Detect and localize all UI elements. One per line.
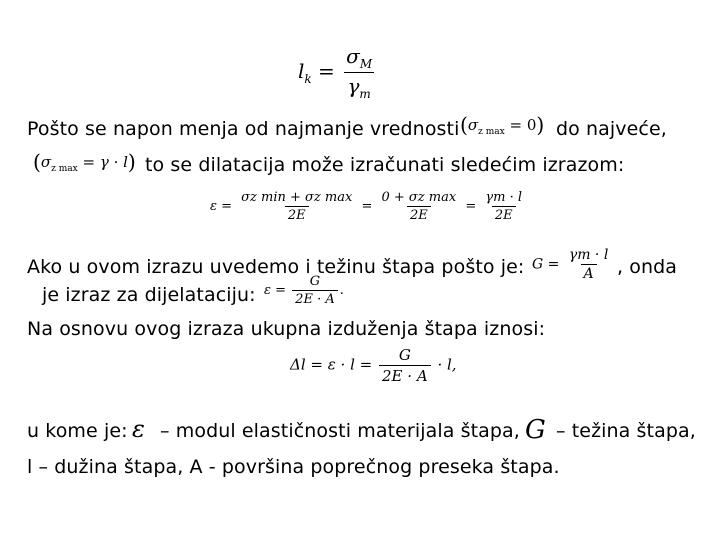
- formula-g-eq: =: [547, 256, 560, 273]
- formula-g-den: A: [581, 264, 597, 282]
- formula-eps-eq3: =: [465, 199, 477, 214]
- formula-eps-eq1: =: [221, 199, 233, 214]
- formula-eps-eq2: =: [361, 199, 373, 214]
- formula-sigma-max: $(\sigma_{z max} = \gamma \cdot l)$: [33, 150, 136, 174]
- formula-sigma-max-sub: z max: [51, 164, 78, 174]
- formula-g: [532, 247, 613, 282]
- formula-eps-frac3-num: γm · l: [485, 190, 523, 205]
- formula-sigma-min-rest: = 0: [509, 116, 537, 134]
- para4-a: u kome je:: [27, 420, 128, 442]
- formula-sigma-max-symbol: σ: [40, 153, 52, 171]
- para2-line2: je izraz za dijelataciju:: [42, 284, 256, 306]
- formula-lk-den: γ: [347, 74, 360, 98]
- formula-dl-num: G: [398, 346, 411, 364]
- formula-eps-frac2: [379, 190, 460, 223]
- formula-eps-g-den: 2E · A: [292, 290, 338, 307]
- para2-line1-end: , onda: [617, 256, 678, 278]
- formula-lk-num: σ: [346, 44, 360, 68]
- formula-eps: [210, 190, 527, 223]
- formula-sigma-max-rest: = γ · l: [82, 153, 128, 171]
- formula-eps-lhs: ε: [210, 199, 217, 214]
- para4-g-symbol: G: [525, 415, 546, 445]
- formula-eps-frac3: [482, 190, 525, 223]
- formula-eps-g-end: .: [339, 283, 344, 298]
- formula-eps-frac2-den: 2E: [407, 206, 431, 223]
- para3-line: Na osnovu ovog izraza ukupna izduženja štapa iznosi:: [27, 318, 546, 340]
- formula-dl: [290, 346, 457, 385]
- formula-lk-fraction: [343, 44, 375, 101]
- para1-line1-b: do najveće,: [556, 118, 667, 140]
- formula-dl-lhs: Δl = ε · l =: [290, 355, 373, 374]
- para2-line1: Ako u ovom izrazu uvedemo i težinu štapa pošto je:: [27, 256, 525, 278]
- formula-sigma-min: $(\sigma_{z max} = 0)$: [460, 113, 545, 137]
- formula-eps-frac1-num: σz min + σz max: [241, 190, 353, 205]
- formula-eps-frac3-den: 2E: [492, 206, 516, 223]
- formula-lk-eq: =: [318, 59, 335, 83]
- formula-dl-den: 2E · A: [379, 365, 431, 385]
- formula-eps-g-num: G: [309, 274, 321, 289]
- formula-eps-g-fraction: [292, 274, 338, 307]
- para4-c: – težina štapa,: [556, 420, 696, 442]
- formula-sigma-min-symbol: σ: [467, 116, 479, 134]
- formula-eps-frac1: [238, 190, 355, 223]
- formula-dl-rest: · l,: [437, 355, 457, 374]
- formula-dl-fraction: [379, 346, 431, 385]
- para1-line1-a: Pošto se napon menja od najmanje vrednosti: [27, 118, 460, 140]
- formula-eps-g-lhs: ε: [264, 283, 271, 298]
- para4-b: – modul elastičnosti materijala štapa,: [160, 420, 520, 442]
- formula-lk-den-sub: m: [359, 87, 371, 101]
- formula-lk: [298, 44, 377, 101]
- formula-eps-g: [264, 274, 344, 307]
- formula-lk-lhs: l: [298, 59, 305, 83]
- formula-eps-frac2-num: 0 + σz max: [381, 190, 457, 205]
- para4-line2: l – dužina štapa, A - površina poprečnog preseka štapa.: [27, 456, 560, 478]
- formula-lk-num-sub: M: [359, 57, 373, 71]
- formula-g-num: γm · l: [568, 247, 609, 263]
- formula-sigma-min-sub: z max: [478, 127, 505, 137]
- formula-g-fraction: [566, 247, 611, 282]
- para4-eps-symbol: ε: [132, 415, 145, 443]
- formula-eps-frac1-den: 2E: [285, 206, 309, 223]
- para1-line2: to se dilatacija može izračunati sledećim izrazom:: [145, 154, 625, 176]
- formula-eps-g-eq: =: [275, 283, 287, 298]
- formula-g-lhs: G: [532, 256, 544, 273]
- formula-lk-lhs-sub: k: [304, 72, 312, 86]
